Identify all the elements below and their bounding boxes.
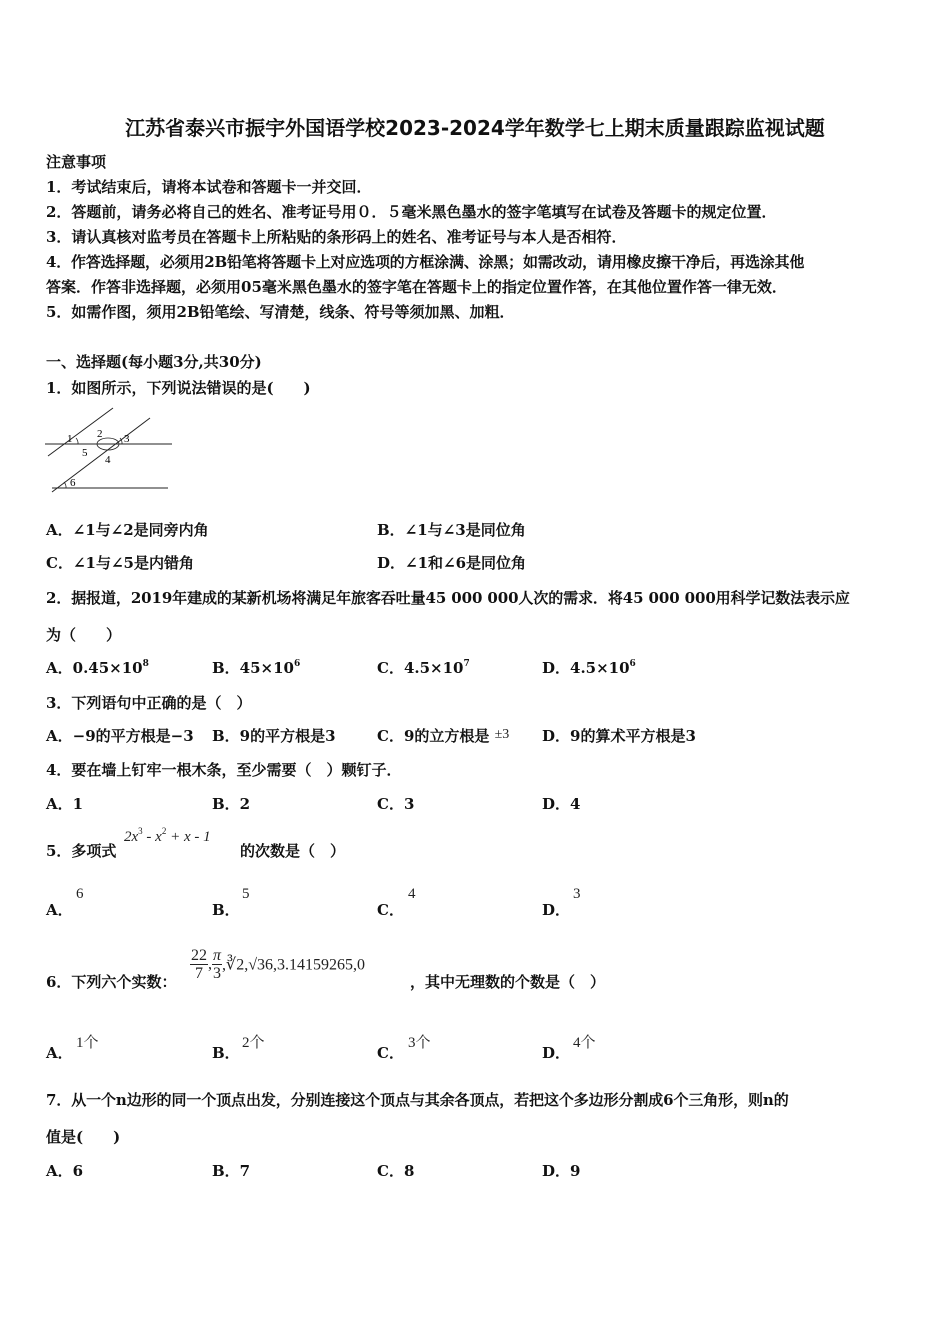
option-b: B．∠1与∠3是同位角	[377, 521, 526, 539]
option-d	[542, 658, 636, 681]
real-numbers-list	[190, 947, 365, 982]
option-d: D．9的算术平方根是3	[542, 727, 696, 745]
option-text: D．4.5×10	[542, 659, 630, 677]
option-a	[46, 658, 149, 681]
option-a: A．1	[46, 795, 84, 813]
option-d: D．	[542, 1044, 571, 1062]
option-c	[377, 658, 470, 681]
question-6-suffix: ，其中无理数的个数是（ ）	[410, 973, 606, 991]
numerator: 22	[191, 947, 207, 964]
option-a-value: 6	[76, 886, 84, 902]
option-a: A．∠1与∠2是同旁内角	[46, 521, 209, 539]
numerator: π	[213, 947, 222, 964]
fraction	[212, 947, 222, 982]
denominator: 3	[213, 965, 221, 982]
option-b: B．2	[212, 795, 251, 813]
question-5-suffix: 的次数是（ ）	[240, 842, 346, 860]
page-title: 江苏省泰兴市振宇外国语学校2023-2024学年数学七上期末质量跟踪监视试题	[125, 116, 825, 140]
diagram-line	[48, 408, 113, 456]
option-a: A．	[46, 901, 73, 919]
option-c: C．∠1与∠5是内错角	[46, 554, 194, 572]
option-text: C．4.5×10	[377, 659, 464, 677]
exponent: 6	[629, 659, 636, 669]
option-b: B．7	[212, 1162, 251, 1180]
number-sequence: ,∛2,√36,3.14159265,0	[222, 956, 365, 974]
polynomial-expression	[124, 826, 211, 846]
option-a-value: 1个	[76, 1035, 99, 1051]
comma: ,	[208, 955, 212, 973]
angle-label: 6	[70, 477, 76, 489]
option-d: D．9	[542, 1162, 581, 1180]
notice-item: 1．考试结束后，请将本试卷和答题卡一并交回．	[46, 178, 372, 196]
question-7-stem-cont: 值是( )	[46, 1128, 121, 1146]
option-d: D．4	[542, 795, 581, 813]
angle-label: 4	[105, 454, 111, 466]
option-c	[377, 726, 509, 748]
exponent: 8	[142, 659, 149, 669]
angle-label: 3	[124, 433, 130, 445]
option-d-value: 3	[573, 886, 581, 902]
angle-label: 2	[97, 428, 103, 440]
exponent: 2	[161, 826, 167, 836]
question-7-stem: 7．从一个n边形的同一个顶点出发，分别连接这个顶点与其余各顶点，若把这个多边形分割成6个三角形，则n的	[46, 1091, 789, 1109]
notice-heading: 注意事项	[46, 153, 107, 171]
option-c: C．8	[377, 1162, 415, 1180]
option-d: D．	[542, 901, 571, 919]
section-heading: 一、选择题(每小题3分,共30分)	[46, 353, 262, 371]
option-d-value: 4个	[573, 1035, 596, 1051]
exponent: 6	[294, 659, 301, 669]
math-term: + x - 1	[166, 829, 211, 845]
question-2-stem: 2．据报道，2019年建成的某新机场将满足年旅客吞吐量45 000 000人次的需求．将45 000 000用科学记数法表示应	[46, 589, 850, 607]
option-b: B．	[212, 1044, 240, 1062]
question-3-stem: 3．下列语句中正确的是（ ）	[46, 694, 252, 712]
angle-arc	[64, 482, 66, 488]
option-c: C．3	[377, 795, 415, 813]
notice-item: 3．请认真核对监考员在答题卡上所粘贴的条形码上的姓名、准考证号与本人是否相符．	[46, 228, 627, 246]
question-2-stem-cont: 为（ ）	[46, 626, 122, 644]
notice-item: 2．答题前，请务必将自己的姓名、准考证号用０．５毫米黑色墨水的签字笔填写在试卷及答题卡的规定位置．	[46, 203, 777, 221]
exponent: 7	[463, 659, 470, 669]
notice-item: 答案．作答非选择题，必须用05毫米黑色墨水的签字笔在答题卡上的指定位置作答，在其他位置作答一律无效．	[46, 278, 787, 296]
math-expression: ±3	[494, 727, 510, 742]
option-text: C．9的立方根是	[377, 727, 490, 745]
option-text: A．0.45×10	[46, 659, 143, 677]
math-term: 2x	[124, 829, 139, 845]
angle-diagram	[40, 400, 180, 500]
question-1-stem: 1．如图所示，下列说法错误的是( )	[46, 379, 311, 397]
option-b	[212, 658, 300, 681]
question-6-prefix: 6．下列六个实数：	[46, 973, 177, 991]
option-d: D．∠1和∠6是同位角	[377, 554, 527, 572]
notice-item: 4．作答选择题，必须用2B铅笔将答题卡上对应选项的方框涂满、涂黑；如需改动，请用橡皮擦干净后，再选涂其他	[46, 253, 805, 271]
option-c-value: 4	[408, 886, 416, 902]
option-b-value: 5	[242, 886, 250, 902]
option-a: A．	[46, 1044, 73, 1062]
notice-item: 5．如需作图，须用2B铅笔绘、写清楚，线条、符号等须加黑、加粗．	[46, 303, 515, 321]
option-c: C．	[377, 901, 404, 919]
option-c: C．	[377, 1044, 404, 1062]
option-a: A．6	[46, 1162, 84, 1180]
math-term: - x	[142, 829, 162, 845]
exponent: 3	[138, 826, 143, 836]
angle-label: 1	[67, 433, 73, 445]
question-4-stem: 4．要在墙上钉牢一根木条，至少需要（ ）颗钉子．	[46, 761, 402, 779]
angle-label: 5	[82, 447, 88, 459]
angle-arc	[76, 438, 78, 444]
denominator: 7	[195, 965, 203, 982]
fraction	[190, 947, 208, 982]
option-b: B．9的平方根是3	[212, 727, 336, 745]
option-c-value: 3个	[408, 1035, 431, 1051]
question-5-prefix: 5．多项式	[46, 842, 117, 860]
option-b: B．	[212, 901, 240, 919]
option-a: A．−9的平方根是−3	[46, 727, 194, 745]
option-text: B．45×10	[212, 659, 294, 677]
option-b-value: 2个	[242, 1035, 265, 1051]
